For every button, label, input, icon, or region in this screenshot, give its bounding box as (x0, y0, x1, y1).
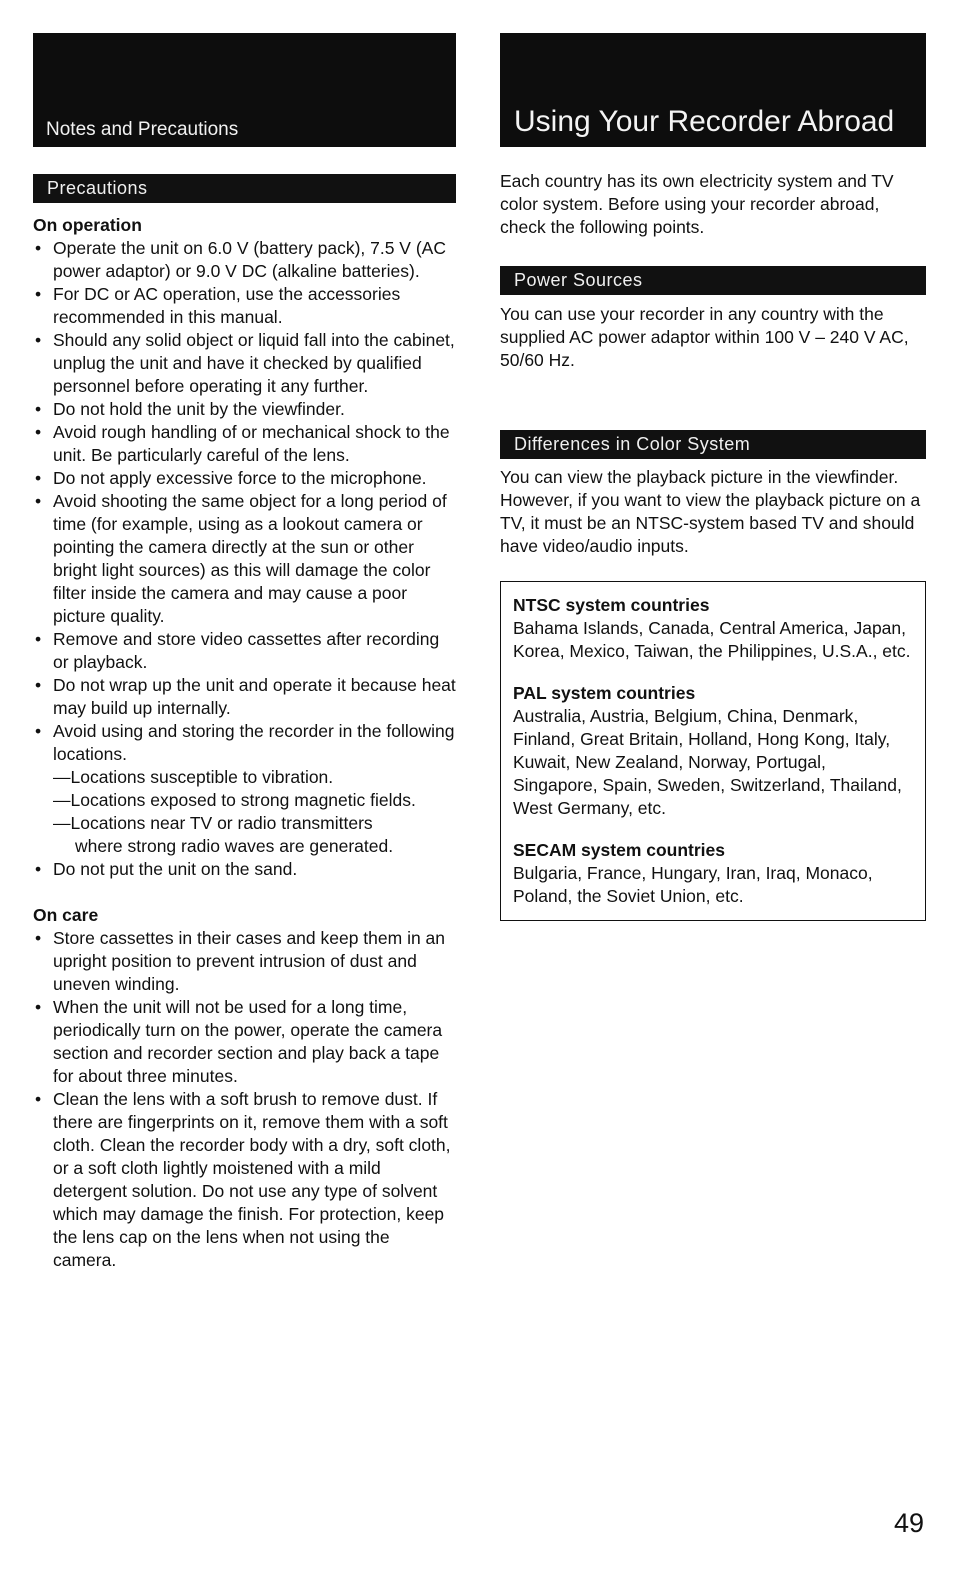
location-line: —Locations exposed to strong magnetic fields. (53, 790, 416, 810)
list-item: • Remove and store video cassettes after recording or playback. (33, 628, 456, 674)
list-item: • Do not hold the unit by the viewfinder. (33, 398, 456, 421)
system-countries: Australia, Austria, Belgium, China, Denmark, Finland, Great Britain, Holland, Hong Kong, Italy, Kuwait, New Zealand, Norway, Portugal, Singapore, Spain, Sweden, Switzerland, Thailand, West Germany, etc. (513, 706, 902, 818)
list-item: • Do not apply excessive force to the microphone. (33, 467, 456, 490)
left-column (33, 33, 456, 1272)
section-banner (33, 33, 456, 147)
power-sources-bar (500, 266, 926, 295)
page-number: 49 (893, 1508, 924, 1538)
system-title: SECAM system countries (513, 840, 726, 860)
on-operation-heading: On operation (33, 215, 142, 235)
precautions-heading: Precautions (47, 178, 148, 198)
location-line: —Locations near TV or radio transmitters (53, 813, 373, 833)
pal-group (513, 682, 915, 820)
abroad-title: Using Your Recorder Abroad (514, 105, 895, 138)
list-item: • Clean the lens with a soft brush to remove dust. If there are fingerprints on it, remove them with a soft cloth. Clean the recorder body with a dry, soft cloth, or a soft cloth lightly moistened with a mild detergent solution. Do not use any type of solvent which may damage the finish. For protection, keep the lens cap on the lens when not using the camera. (33, 1088, 456, 1272)
on-operation-list (33, 237, 456, 881)
right-column (500, 33, 926, 921)
section-banner-abroad (500, 33, 926, 147)
color-system-text: You can view the playback picture in the viewfinder. However, if you want to view the playback picture on a TV, it must be an NTSC-system based TV and should have video/audio inputs. (500, 467, 921, 556)
color-systems-box (500, 581, 926, 921)
system-title: PAL system countries (513, 683, 696, 703)
list-item: • Store cassettes in their cases and keep them in an upright position to prevent intrusion of dust and uneven winding. (33, 927, 456, 996)
system-title: NTSC system countries (513, 595, 710, 615)
color-system-heading: Differences in Color System (514, 434, 751, 454)
system-countries: Bahama Islands, Canada, Central America, Japan, Korea, Mexico, Taiwan, the Philippines, U.S.A., etc. (513, 618, 911, 661)
list-item: • Should any solid object or liquid fall into the cabinet, unplug the unit and have it checked by qualified personnel before operating it any further. (33, 329, 456, 398)
ntsc-group (513, 594, 915, 663)
location-line: —Locations susceptible to vibration. (53, 767, 334, 787)
locations-intro: Avoid using and storing the recorder in the following locations. (53, 721, 455, 764)
section-title: Notes and Precautions (46, 119, 239, 140)
secam-group (513, 839, 915, 908)
abroad-intro: Each country has its own electricity system and TV color system. Before using your recorder abroad, check the following points. (500, 171, 894, 237)
list-item: • Avoid shooting the same object for a long period of time (for example, using as a lookout camera or pointing the camera directly at the sun or other bright light sources) as this will damage the color filter inside the camera and may cause a poor picture quality. (33, 490, 456, 628)
power-sources-text: You can use your recorder in any country with the supplied AC power adaptor within 100 V – 240 V AC, 50/60 Hz. (500, 304, 909, 370)
on-care-heading: On care (33, 905, 99, 925)
list-item: • Operate the unit on 6.0 V (battery pack), 7.5 V (AC power adaptor) or 9.0 V DC (alkaline batteries). (33, 237, 456, 283)
precautions-heading-bar (33, 174, 456, 203)
power-sources-heading: Power Sources (514, 270, 643, 290)
location-line: where strong radio waves are generated. (75, 836, 394, 856)
list-item: • When the unit will not be used for a long time, periodically turn on the power, operate the camera section and recorder section and play back a tape for about three minutes. (33, 996, 456, 1088)
list-item: • Do not put the unit on the sand. (33, 858, 456, 881)
on-care-list (33, 927, 456, 1272)
list-item: • Do not wrap up the unit and operate it because heat may build up internally. (33, 674, 456, 720)
system-countries: Bulgaria, France, Hungary, Iran, Iraq, Monaco, Poland, the Soviet Union, etc. (513, 863, 873, 906)
list-item: • For DC or AC operation, use the accessories recommended in this manual. (33, 283, 456, 329)
list-item: • Avoid rough handling of or mechanical shock to the unit. Be particularly careful of the lens. (33, 421, 456, 467)
color-system-bar (500, 430, 926, 459)
list-item-locations (33, 720, 456, 858)
